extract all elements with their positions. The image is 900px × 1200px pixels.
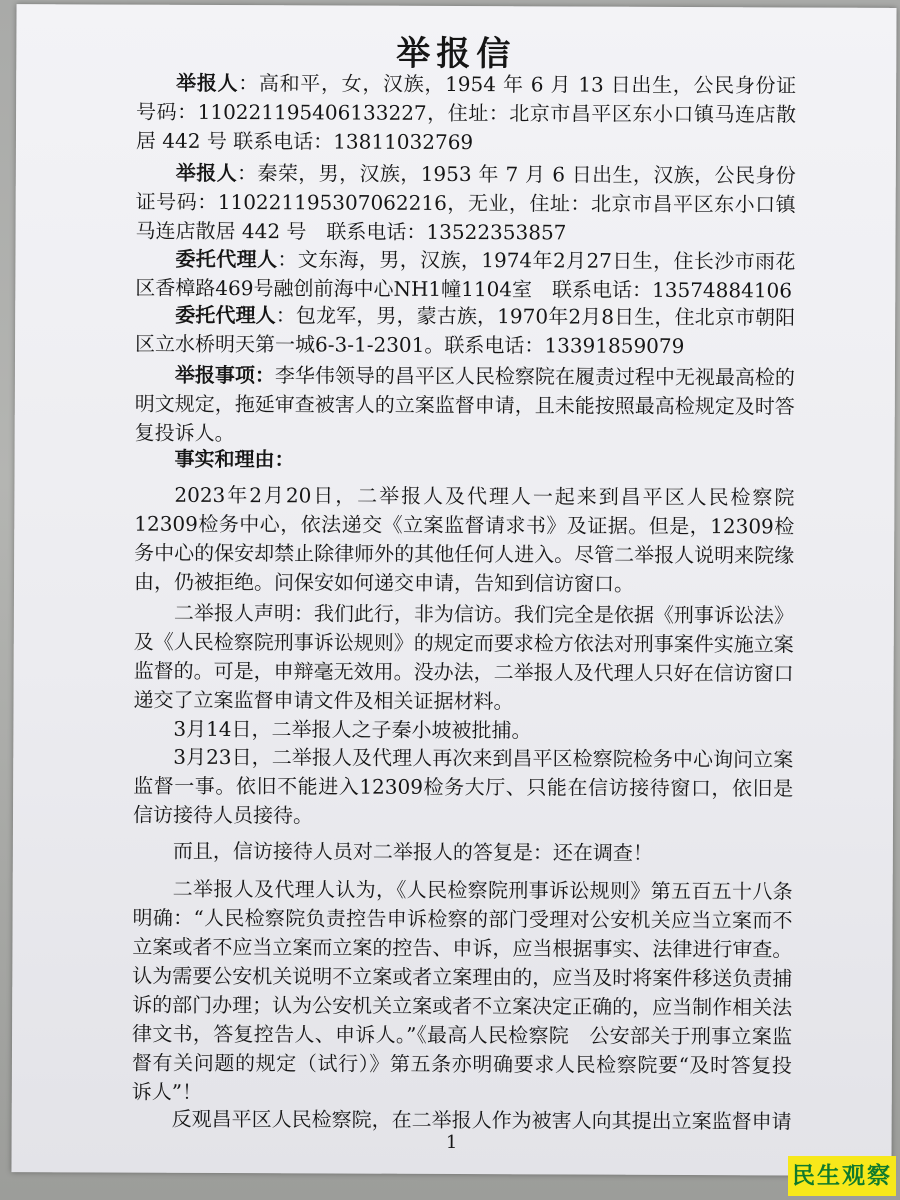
- agent-2-text: ：包龙军，男，蒙古族，1970年2月8日生，住北京市朝阳区立水桥明天第一城6-3-1-2301。联系电话：13391859079: [135, 303, 796, 359]
- paragraph-3: 3月14日，二举报人之子秦小坡被批捕。: [173, 716, 532, 743]
- reporter-2: [135, 159, 795, 249]
- reporter-2-label: 举报人: [175, 160, 238, 186]
- agent-2-label: 委托代理人: [175, 302, 276, 328]
- paragraph-5: 而且，信访接待人员对二举报人的答复是：还在调查！: [172, 838, 653, 865]
- agent-1-text: ：文东海，男，汉族，1974年2月27日生，住长沙市雨花区香樟路469号融创前海中心NH1幢1104室 联系电话：13574884106: [135, 247, 796, 303]
- paragraph-2: 二举报人声明：我们此行，非为信访。我们完全是依据《刑事诉讼法》及《人民检察院刑事诉讼规则》的规定而要求检方依法对刑事案件实施立案监督的。可是，申辩毫无效用。没办法，二举报人及代理人只好在信访窗口递交了立案监督申请文件及相关证据材料。: [133, 600, 794, 714]
- reporter-1: [136, 69, 796, 159]
- paragraph-1: 2023年2月20日，二举报人及代理人一起来到昌平区人民检察院12309检务中心，依法递交《立案监督请求书》及证据。但是，12309检务中心的保安却禁止除律师外的其他任何人进入。尽管二举报人说明来院缘由，仍被拒绝。问保安如何递交申请，告知到信访窗口。: [133, 482, 795, 596]
- paragraph-6: 二举报人及代理人认为，《人民检察院刑事诉讼规则》第五百五十八条明确：“人民检察院负责控告申诉检察的部门受理对公安机关应当立案而不立案或者不应当立案而立案的控告、申诉，应当根据事实、法律进行审查。认为需要公安机关说明不立案或者立案理由的，应当及时将案件移送负责捕诉的部门办理；认为公安机关立案或者不立案决定正确的，应当制作相关法律文书，答复控告人、申诉人。”《最高人民检察院 公安部关于刑事立案监督有关问题的规定（试行）》第五条亦明确要求人民检察院要“及时答复投诉人”！: [131, 876, 793, 1104]
- paragraph-7: 反观昌平区人民检察院，在二举报人作为被害人向其提出立案监督申请: [171, 1106, 792, 1134]
- paragraph-4: 3月23日，二举报人及代理人再次来到昌平区检察院检务中心询问立案监督一事。依旧不能进入12309检务大厅、只能在信访接待窗口，依旧是信访接待人员接待。: [132, 744, 794, 828]
- facts-heading: 事实和理由：: [174, 446, 295, 472]
- reporter-1-label: 举报人: [176, 70, 239, 96]
- page-number: 1: [445, 1131, 458, 1154]
- agent-1-label: 委托代理人: [175, 246, 278, 272]
- agent-2: [135, 301, 795, 362]
- document-page: [11, 4, 896, 1176]
- report-matter: [135, 361, 795, 451]
- reporter-2-text: ：秦荣，男，汉族，1953 年 7 月 6 日出生，汉族，公民身份证号码：110221195307062216，无业，住址：北京市昌平区东小口镇马连店散居 442 号 联系电话：13522353857: [135, 161, 796, 245]
- page-title: 举报信: [396, 33, 517, 75]
- agent-1: [135, 245, 795, 306]
- reporter-1-text: ：高和平，女，汉族，1954 年 6 月 13 日出生，公民身份证号码：110221195406133227，住址：北京市昌平区东小口镇马连店散居 442 号 联系电话：13811032769: [135, 71, 797, 155]
- report-matter-text: 李华伟领导的昌平区人民检察院在履责过程中无视最高检的明文规定，拖延审查被害人的立案监督申请，且未能按照最高检规定及时答复投诉人。: [134, 363, 795, 446]
- report-matter-label: 举报事项：: [174, 362, 275, 388]
- watermark-logo: 民生观察: [788, 1156, 896, 1196]
